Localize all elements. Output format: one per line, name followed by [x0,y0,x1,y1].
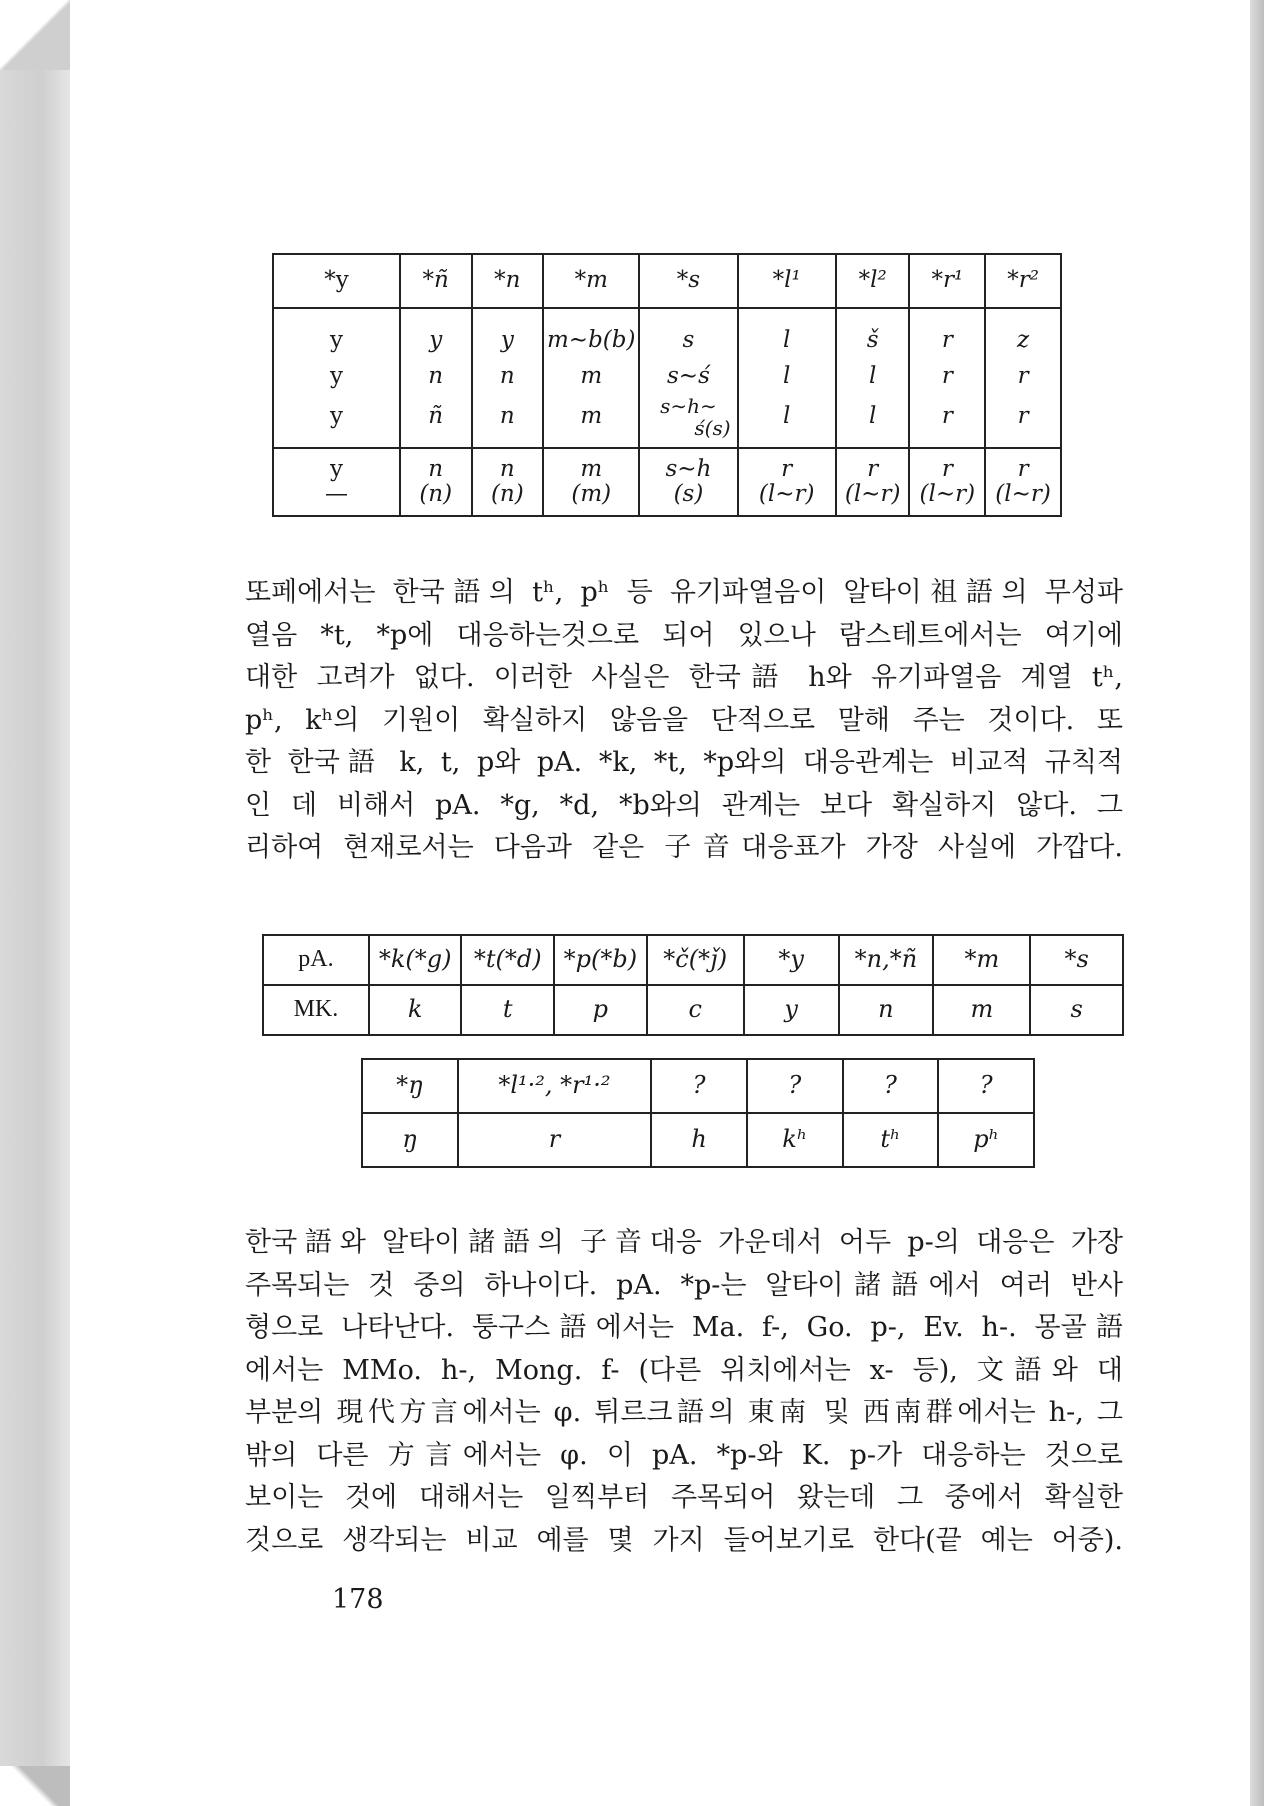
table2-cell: *p(*b) [554,935,647,985]
table3-cell: ? [651,1059,747,1113]
table1-cell [738,448,836,516]
table1-cell: l [836,359,910,395]
table2-cell: *s [1030,935,1123,985]
table2-cell: *y [744,935,839,985]
table3-cell: ? [747,1059,843,1113]
table1-cell-line: ś(s) [694,416,731,440]
text-line: 열음 *t, *p에 대응하는것으로 되어 있으나 람스테트에서는 여기에 [245,619,1123,651]
text-line: 리하여 현재로서는 다음과 같은 子音대응표가 가장 사실에 가깝다. [245,832,1123,863]
table3-row-pa [362,1059,1034,1113]
table2-cell: p [554,985,647,1035]
table1-cell: l [836,395,910,448]
table1-cell: s [639,308,737,359]
table1-cell-line: s∼h [665,455,712,482]
table1-cell-line: (m) [571,481,612,507]
table1-header-cell: *y [273,254,400,308]
consonant-correspondence-table-2 [361,1058,1035,1168]
consonant-table-altaic [272,253,1062,517]
table2-row-pa [263,935,1123,985]
table2-cell: n [839,985,934,1035]
table2-cell: *č(*ǰ) [647,935,744,985]
table3-cell: ŋ [402,1125,418,1154]
text-line: 밖의 다른 方言에서는 φ. 이 pA. *p-와 K. p-가 대응하는 것으로 [245,1439,1123,1471]
table2-cell: c [647,985,744,1035]
table1-cell-line: (n) [490,481,524,507]
table1-cell: r [909,308,985,359]
table2-row-mk [263,985,1123,1035]
table1-cell-line: r [1017,455,1029,482]
table3-cell: h [651,1113,747,1167]
table1-row [273,359,1061,395]
table3-cell: ? [843,1059,939,1113]
table2-cell: *n,*ñ [839,935,934,985]
table1-cell-line: r [941,455,953,482]
table1-header-cell: *r¹ [909,254,985,308]
table1-cell-line: (n) [419,481,453,507]
table1-cell: r [909,395,985,448]
text-line: 한 한국語 k, t, p와 pA. *k, *t, *p와의 대응관계는 비교적 규칙적 [245,747,1123,778]
table2-cell: MK. [293,996,339,1023]
table1-cell: y [329,363,343,390]
paragraph-2 [245,1222,1123,1562]
table1-cell: r [985,395,1061,448]
table1-cell: l [738,395,836,448]
table1-cell-line: (l∼r) [995,481,1051,507]
table1-cell-line: (s) [673,481,704,507]
table1-cell-line: — [324,481,348,507]
text-line: 형으로 나타난다. 퉁구스語에서는 Ma. f-, Go. p-, Ev. h-. 몽골語 [245,1312,1123,1343]
text-line: 인 데 비해서 pA. *g, *d, *b와의 관계는 보다 확실하지 않다. 그 [245,789,1123,821]
table1-cell-line: (l∼r) [758,481,815,507]
table1-cell: s∼ś [639,359,737,395]
table1-header-cell: *n [472,254,544,308]
text-line: 주목되는 것 중의 하나이다. pA. *p-는 알타이諸語에서 여러 반사 [245,1269,1123,1301]
table1-cell: š [836,308,910,359]
table1-cell: y [329,327,343,354]
table1-cell [909,448,985,516]
table1-header-cell: *m [543,254,639,308]
table1-cell: ñ [400,395,472,448]
table1-cell: y [400,308,472,359]
table1-cell-line: m [580,455,603,482]
table1-cell-line: y [329,455,343,482]
text-line: 대한 고려가 없다. 이러한 사실은 한국語 h와 유기파열음 계열 tʰ, [245,662,1123,693]
table1-cell: m [543,359,639,395]
table2-cell: y [744,985,839,1035]
table2-cell: s [1030,985,1123,1035]
paragraph-1 [245,572,1123,870]
table1-cell [543,448,639,516]
table2-cell: k [369,985,462,1035]
page-number: 178 [332,1584,384,1615]
table3-cell: *ŋ [362,1059,458,1113]
table1-header-cell: *l¹ [738,254,836,308]
table2-cell: t [461,985,554,1035]
text-line: 부분의 現代方言에서는 φ. 튀르크語의 東南 및 西南群에서는 h-, 그 [245,1397,1123,1428]
table1-footer-row [273,448,1061,516]
page-right-edge [1250,0,1264,1806]
table3-row-mk [362,1113,1034,1167]
table3-cell: ? [938,1059,1034,1113]
table1-cell-line: n [428,455,444,482]
table1-cell [400,448,472,516]
text-line: 보이는 것에 대해서는 일찍부터 주목되어 왔는데 그 중에서 확실한 [245,1482,1123,1513]
table1-cell-line: r [867,455,879,482]
table3-cell: kʰ [747,1113,843,1167]
table2-cell: *m [933,935,1030,985]
table2-cell: *k(*g) [369,935,462,985]
table1-cell [273,448,400,516]
table1-cell: y [273,395,400,448]
table1-cell: l [738,308,836,359]
table1-cell-line: r [781,455,793,482]
table1-cell-line: n [499,455,515,482]
table1-header-cell: *ñ [400,254,472,308]
table1-cell [985,448,1061,516]
table1-cell: y [472,308,544,359]
table1-cell: n [472,395,544,448]
book-page [70,0,1250,1806]
table1-cell: m [543,395,639,448]
book-spine [0,0,70,1806]
table1-cell: n [472,359,544,395]
table1-cell-line: (l∼r) [919,481,976,507]
book-corner-bottom [0,1766,70,1806]
text-line: 한국語와 알타이諸語의 子音대응 가운데서 어두 p-의 대응은 가장 [245,1227,1123,1258]
table3-cell: pʰ [938,1113,1034,1167]
table3-cell: r [458,1113,652,1167]
table1-header-cell: *s [639,254,737,308]
table3-cell: tʰ [843,1113,939,1167]
table1-cell [836,448,910,516]
table2-cell: m [933,985,1030,1035]
table1-row [273,395,1061,448]
table1-cell: n [400,359,472,395]
table1-cell: l [738,359,836,395]
text-line: 것으로 생각되는 비교 예를 몇 가지 들어보기로 한다(끝 예는 어중). [245,1524,1123,1556]
table1-cell: m∼b(b) [543,308,639,359]
text-line: 에서는 MMo. h-, Mong. f- (다른 위치에서는 x- 등), 文語와 대 [245,1354,1123,1386]
table1-cell: r [985,359,1061,395]
table1-cell-line: (l∼r) [844,481,901,507]
table3-cell: *l¹·², *r¹·² [458,1059,652,1113]
text-line: 또페에서는 한국語의 tʰ, pʰ 등 유기파열음이 알타이祖語의 무성파 [245,577,1123,608]
table1-header-cell: *l² [836,254,910,308]
table1-row [273,308,1061,359]
table1-header-cell: *r² [985,254,1061,308]
text-line: pʰ, kʰ의 기원이 확실하지 않음을 단적으로 말해 주는 것이다. 또 [245,704,1123,736]
table1-cell [639,395,737,448]
consonant-correspondence-table [262,934,1124,1036]
table1-cell [472,448,544,516]
table1-cell: z [985,308,1061,359]
table1-cell-line: s∼h∼ [660,394,717,418]
book-corner-top [0,0,70,70]
table1-header-row [273,254,1061,308]
table2-cell: pA. [263,935,369,985]
table1-cell: r [909,359,985,395]
table1-cell [639,448,737,516]
table2-cell: *t(*d) [461,935,554,985]
